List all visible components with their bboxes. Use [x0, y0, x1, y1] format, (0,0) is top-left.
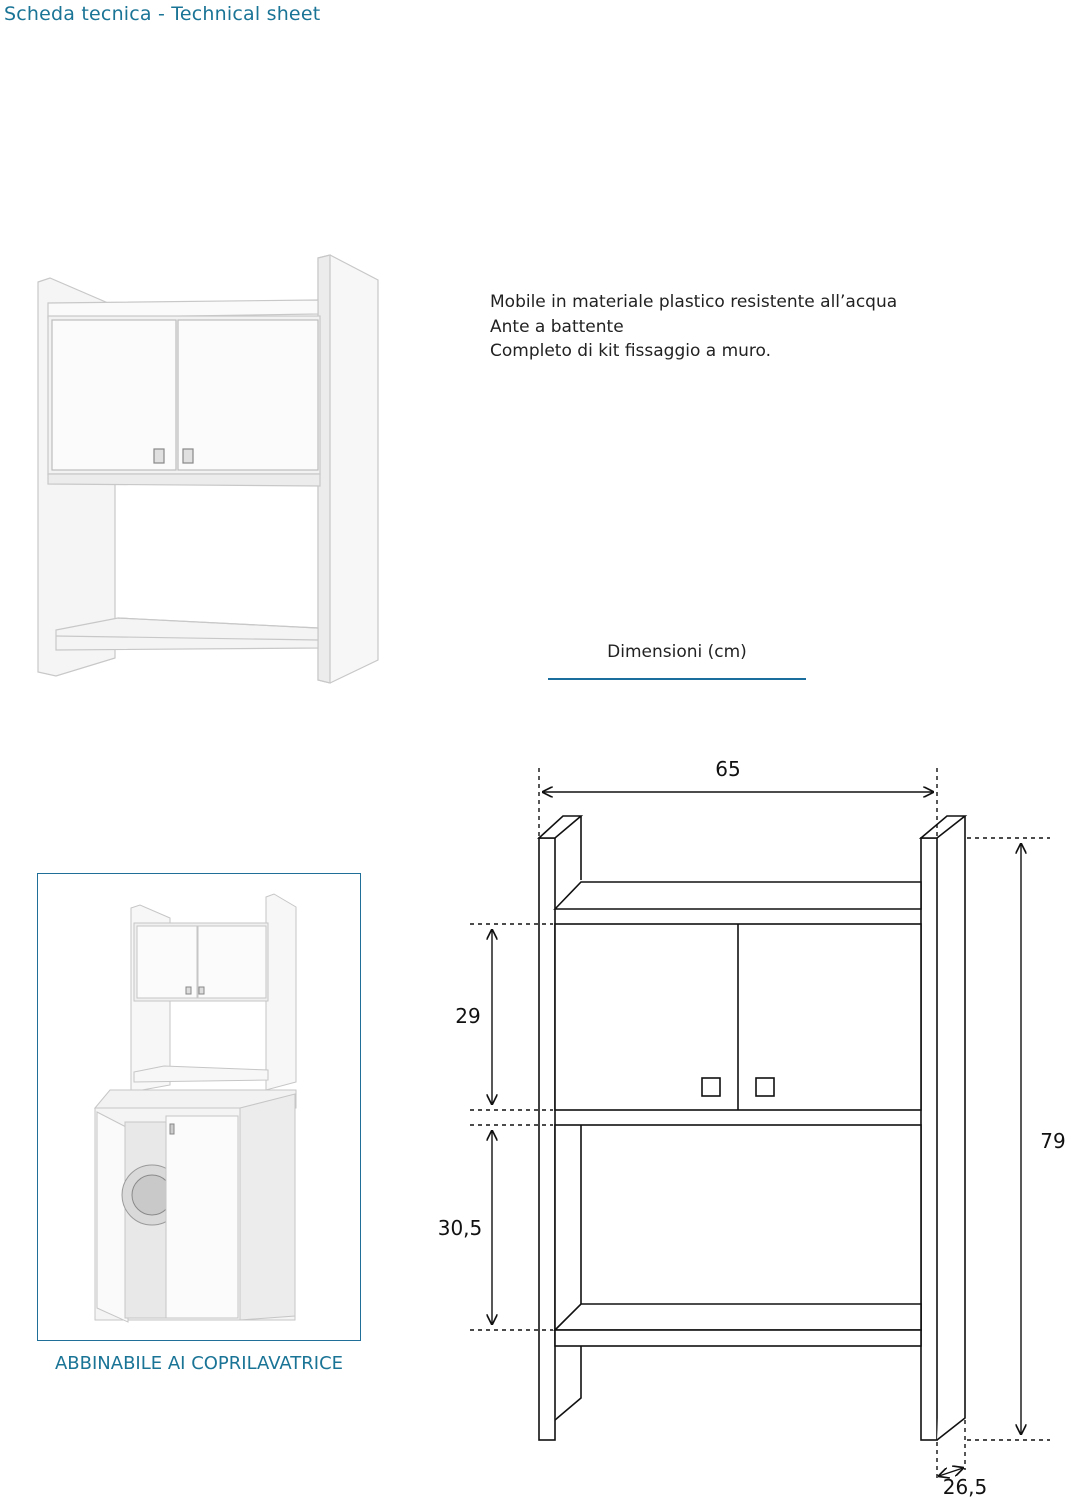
combination-caption: ABBINABILE AI COPRILAVATRICE [54, 1353, 344, 1374]
feature-item: Ante a battente [490, 316, 624, 337]
cabinet-height-label: 29 [455, 1004, 481, 1028]
depth-label: 26,5 [942, 1475, 988, 1499]
sheet-title: Scheda tecnica - Technical sheet [4, 3, 321, 25]
total-height-label: 79 [1040, 1129, 1066, 1153]
dimensions-title: Dimensioni (cm) [607, 642, 747, 662]
width-label: 65 [715, 757, 741, 781]
open-height-label: 30,5 [437, 1216, 483, 1240]
feature-item: Completo di kit fissaggio a muro. [490, 341, 772, 361]
feature-item: Mobile in materiale plastico resistente all’acqua [490, 292, 898, 312]
